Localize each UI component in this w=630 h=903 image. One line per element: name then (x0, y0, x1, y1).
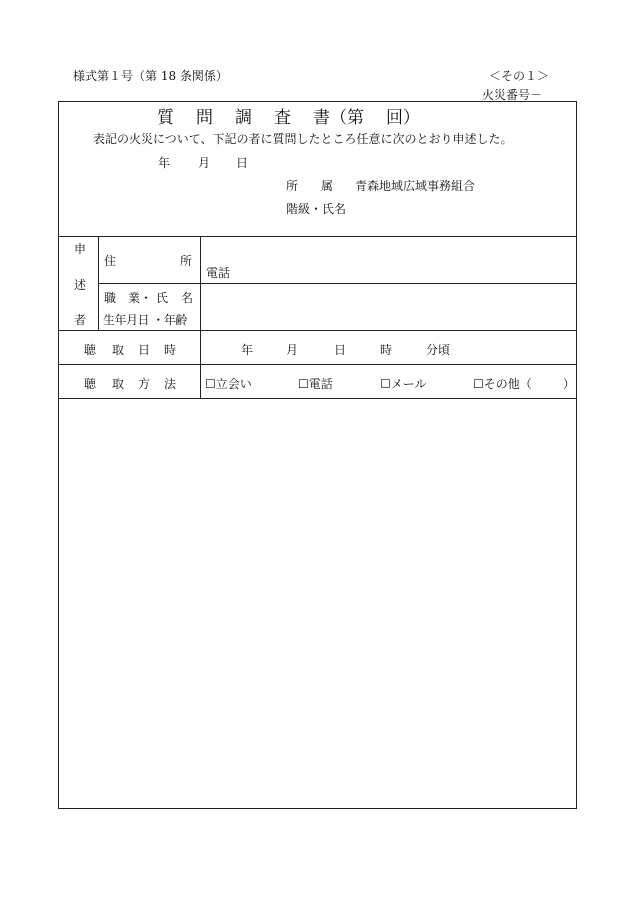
title-char: 質 (157, 108, 174, 128)
interview-time-label-char: 時 (164, 343, 177, 357)
interview-time-label-char: 取 (112, 343, 125, 357)
interview-method-label-char: 聴 (84, 377, 97, 391)
interview-hour-char: 時 (380, 343, 393, 357)
occupation-label-char: 業・ (128, 291, 153, 305)
title-char: 書（第 (313, 108, 364, 128)
form-number: 様式第１号（第 18 条関係） (73, 69, 228, 83)
row-divider (58, 364, 577, 365)
date-year-char: 年 (158, 156, 171, 170)
interview-time-label-char: 聴 (84, 343, 97, 357)
method-checkbox-email[interactable]: ☐メール (380, 377, 427, 391)
affiliation-value: 青森地域広域事務組合 (355, 179, 476, 193)
intro-statement: 表記の火災について、下記の者に質問したところ任意に次のとおり申述した。 (93, 132, 513, 146)
interview-method-label-char: 取 (112, 377, 125, 391)
date-month-char: 月 (198, 156, 211, 170)
address-label-char: 所 (180, 254, 193, 268)
occupation-label-char: 職 (104, 291, 117, 305)
interview-day-char: 日 (334, 343, 347, 357)
column-divider (200, 236, 201, 398)
row-divider (58, 330, 577, 331)
affiliation-label-char: 属 (321, 179, 334, 193)
occupation-label-char: 名 (181, 291, 194, 305)
title-char: 調 (235, 108, 252, 128)
title-char: 回） (386, 108, 420, 128)
method-checkbox-other[interactable]: ☐その他（ (473, 377, 532, 391)
address-label-char: 住 (104, 254, 117, 268)
row-divider (58, 236, 577, 237)
statement-area[interactable] (59, 399, 576, 808)
fire-number-label: 火災番号－ (482, 88, 543, 102)
interview-month-char: 月 (286, 343, 299, 357)
interview-year-char: 年 (241, 343, 254, 357)
method-other-close-paren: ） (563, 377, 576, 391)
phone-label: 電話 (206, 266, 231, 280)
page-label: ＜その１＞ (489, 69, 550, 83)
respondent-label-char: 述 (74, 278, 87, 292)
interview-minute-char: 分頃 (426, 343, 451, 357)
title-char: 査 (274, 108, 291, 128)
row-divider (98, 283, 577, 284)
affiliation-label-char: 所 (286, 179, 299, 193)
interview-time-label-char: 日 (138, 343, 151, 357)
respondent-label-char: 申 (74, 242, 87, 256)
interview-method-label-char: 法 (164, 377, 177, 391)
rank-name-label: 階級・氏名 (286, 202, 347, 216)
title-char: 問 (196, 108, 213, 128)
column-divider (98, 236, 99, 330)
respondent-label-char: 者 (74, 313, 87, 327)
form-title (157, 103, 420, 128)
birth-label: 生年月日 ・年齢 (103, 313, 187, 327)
occupation-label-char: 氏 (156, 291, 169, 305)
date-day-char: 日 (236, 156, 249, 170)
interview-method-label-char: 方 (138, 377, 151, 391)
method-checkbox-in-person[interactable]: ☐立会い (205, 377, 252, 391)
method-checkbox-phone[interactable]: ☐電話 (298, 377, 333, 391)
